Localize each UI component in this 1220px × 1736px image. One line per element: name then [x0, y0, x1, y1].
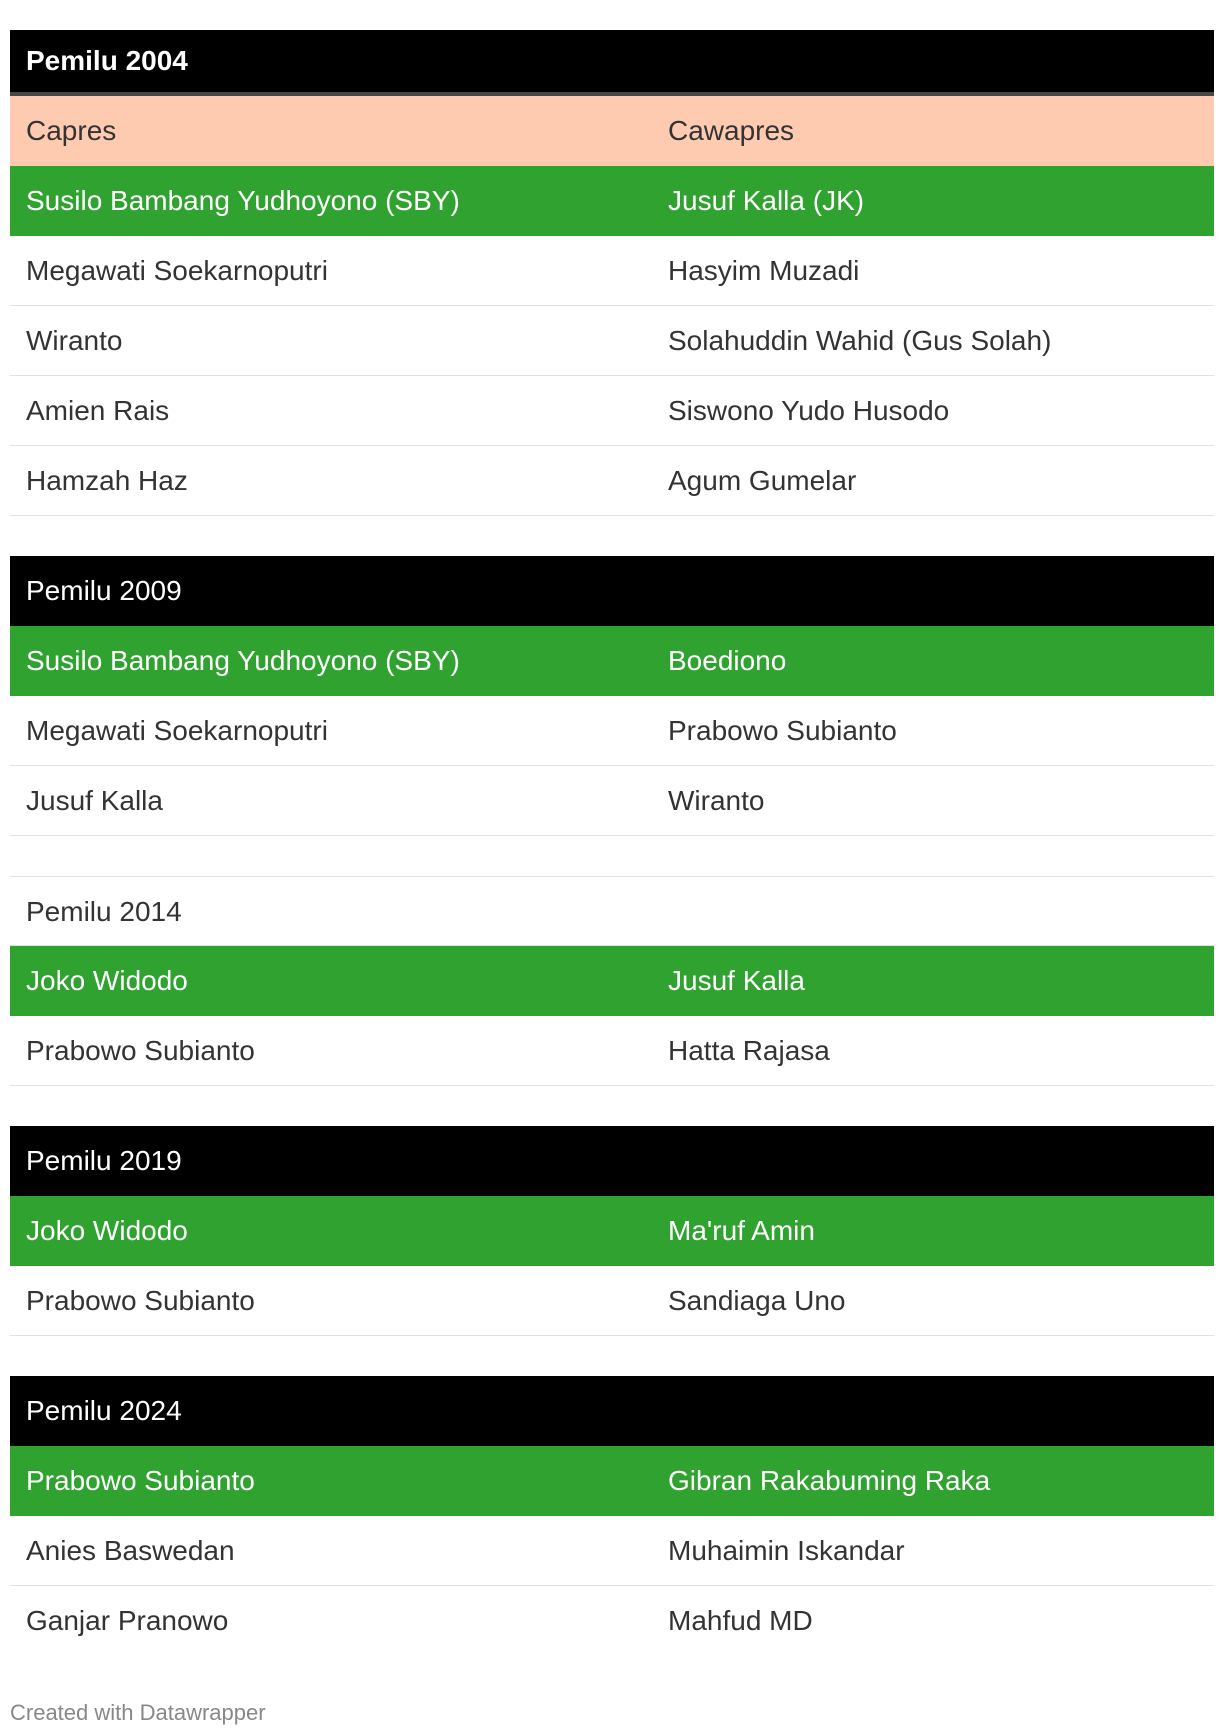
capres-cell: Megawati Soekarnoputri — [26, 715, 328, 746]
section-title-text: Pemilu 2014 — [26, 896, 182, 927]
cawapres-cell: Wiranto — [668, 785, 765, 816]
section-gap — [10, 516, 1214, 556]
table-row — [10, 1586, 1214, 1656]
cawapres-cell: Muhaimin Iskandar — [668, 1535, 905, 1566]
capres-cell: Susilo Bambang Yudhoyono (SBY) — [26, 185, 460, 216]
cawapres-cell: Ma'ruf Amin — [668, 1215, 815, 1246]
capres-cell: Anies Baswedan — [26, 1535, 235, 1566]
winner-row-2014 — [10, 946, 1214, 1016]
section-gap — [10, 836, 1214, 876]
header-cawapres: Cawapres — [668, 115, 795, 146]
capres-cell: Prabowo Subianto — [26, 1035, 255, 1066]
section-title-text: Pemilu 2024 — [26, 1395, 182, 1426]
table-row — [10, 1516, 1214, 1586]
capres-cell: Susilo Bambang Yudhoyono (SBY) — [26, 645, 460, 676]
capres-cell: Prabowo Subianto — [26, 1465, 255, 1496]
cawapres-cell: Mahfud MD — [668, 1605, 813, 1636]
section-title-2019 — [10, 1126, 1214, 1196]
cawapres-cell: Siswono Yudo Husodo — [668, 395, 950, 426]
capres-cell: Amien Rais — [26, 395, 170, 426]
datawrapper-credit[interactable]: Created with Datawrapper — [10, 1700, 266, 1725]
table-row — [10, 376, 1214, 446]
table-row — [10, 306, 1214, 376]
cawapres-cell: Gibran Rakabuming Raka — [668, 1465, 991, 1496]
table-row — [10, 1016, 1214, 1086]
cawapres-cell: Hatta Rajasa — [668, 1035, 830, 1066]
cawapres-cell: Sandiaga Uno — [668, 1285, 846, 1316]
section-title-text: Pemilu 2009 — [26, 575, 182, 606]
section-gap — [10, 1336, 1214, 1376]
capres-cell: Ganjar Pranowo — [26, 1605, 229, 1636]
cawapres-cell: Agum Gumelar — [668, 465, 857, 496]
winner-row-2019 — [10, 1196, 1214, 1266]
capres-cell: Wiranto — [26, 325, 123, 356]
winner-row-2009 — [10, 626, 1214, 696]
cawapres-cell: Jusuf Kalla (JK) — [668, 185, 865, 216]
table-row — [10, 766, 1214, 836]
table-row — [10, 1266, 1214, 1336]
section-title-2024 — [10, 1376, 1214, 1446]
section-title-2014 — [10, 876, 1214, 946]
section-title-2009 — [10, 556, 1214, 626]
capres-cell: Prabowo Subianto — [26, 1285, 255, 1316]
table-row — [10, 236, 1214, 306]
election-table — [10, 30, 1214, 1656]
section-title-text: Pemilu 2019 — [26, 1145, 182, 1176]
capres-cell: Hamzah Haz — [26, 465, 188, 496]
winner-row-2004 — [10, 166, 1214, 236]
table-header — [10, 96, 1214, 166]
cawapres-cell: Boediono — [668, 645, 787, 676]
cawapres-cell: Jusuf Kalla — [668, 965, 805, 996]
table-row — [10, 696, 1214, 766]
header-capres: Capres — [26, 115, 117, 146]
cawapres-cell: Prabowo Subianto — [668, 715, 897, 746]
winner-row-2024 — [10, 1446, 1214, 1516]
cawapres-cell: Hasyim Muzadi — [668, 255, 860, 286]
section-title-text: Pemilu 2004 — [26, 45, 188, 76]
section-title-2004 — [10, 30, 1214, 96]
section-gap — [10, 1086, 1214, 1126]
capres-cell: Joko Widodo — [26, 965, 188, 996]
capres-cell: Joko Widodo — [26, 1215, 188, 1246]
capres-cell: Jusuf Kalla — [26, 785, 163, 816]
table-row — [10, 446, 1214, 516]
cawapres-cell: Solahuddin Wahid (Gus Solah) — [668, 325, 1052, 356]
capres-cell: Megawati Soekarnoputri — [26, 255, 328, 286]
